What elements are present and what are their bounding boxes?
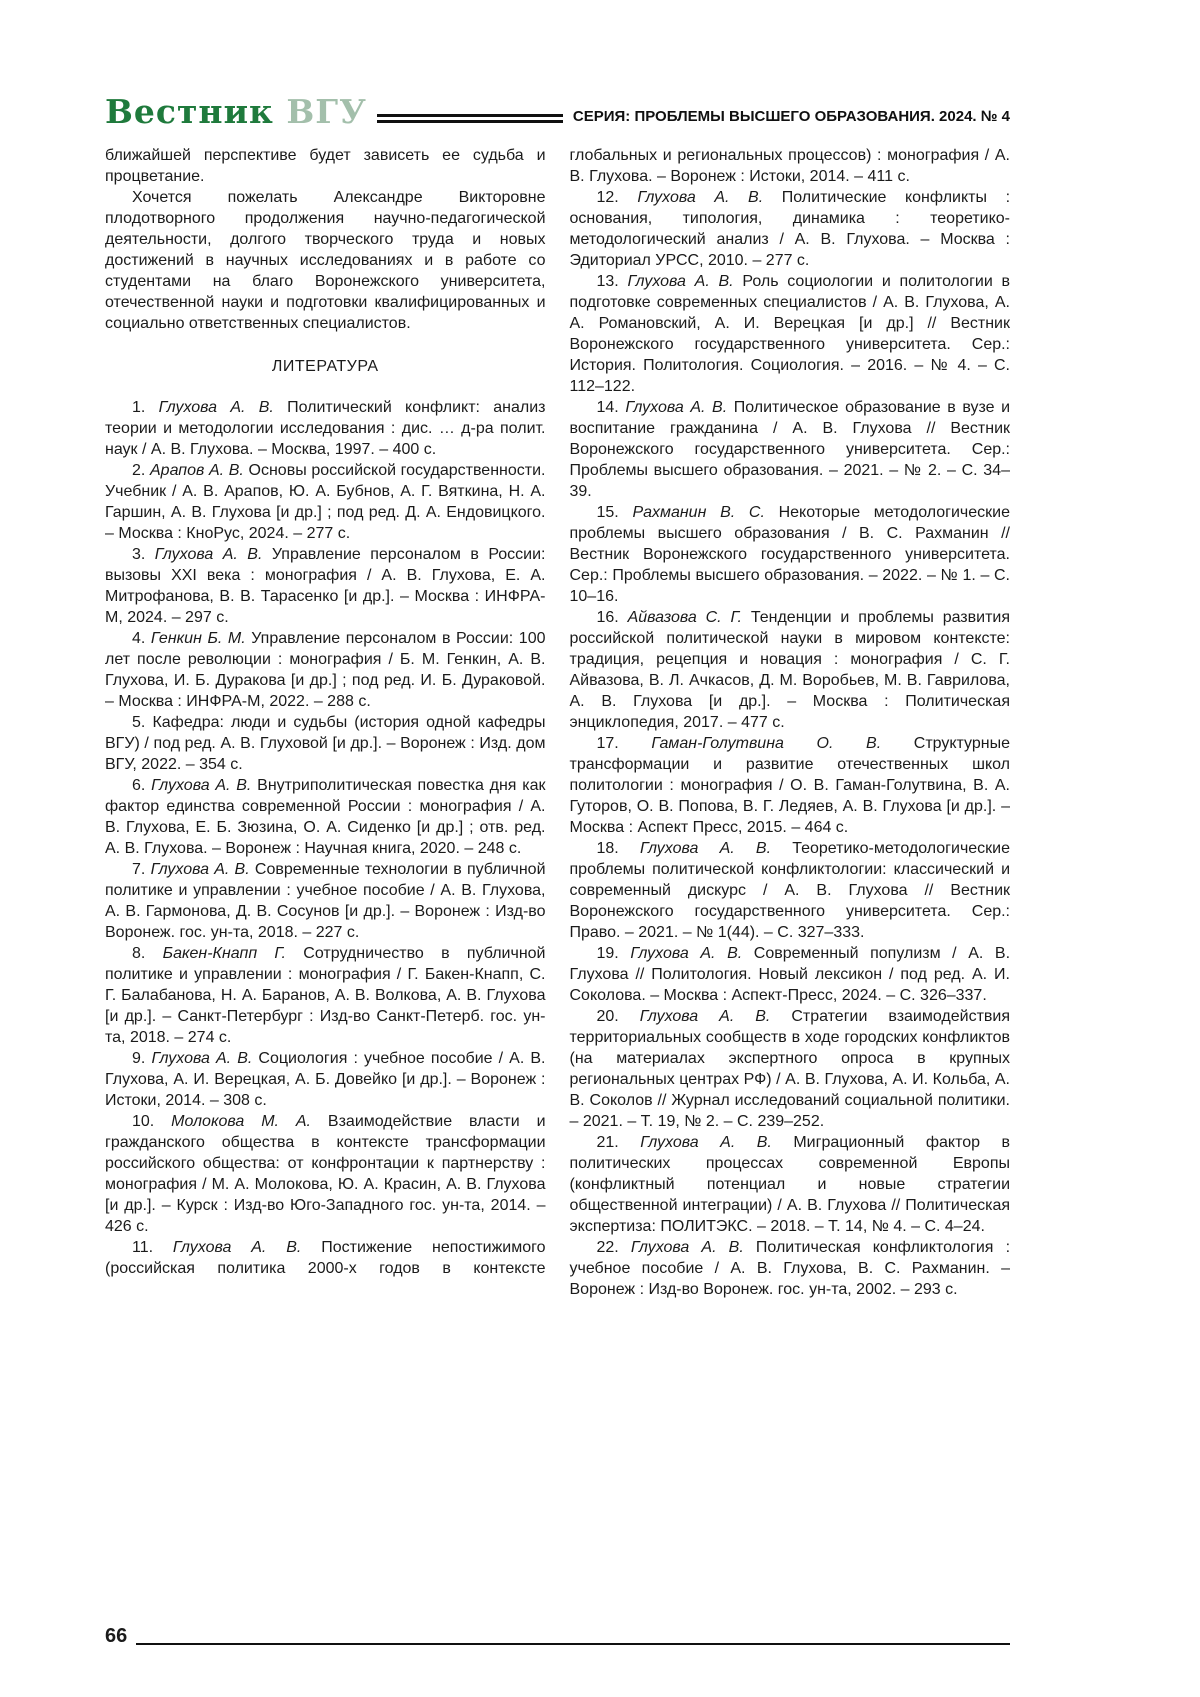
intro-paragraph: ближайшей перспективе будет зависеть ее судьба и процветание.	[105, 147, 546, 185]
reference-author: Глухова А. В.	[640, 1134, 794, 1151]
reference-item	[570, 502, 1011, 607]
reference-number: 15.	[596, 504, 633, 521]
reference-text: Теоретико-методологические проблемы политической конфликтологии: классический и современный дискурс / А. В. Глухова // Вестник Воронежского государственного университета. Сер.: Право. – 2021. – № 1(44). – С. 327–333.	[569, 840, 1011, 941]
reference-number: 3.	[132, 546, 155, 563]
reference-author: Глухова А. В.	[639, 840, 793, 857]
reference-number: 14.	[596, 399, 626, 416]
reference-text: Современный популизм / А. В. Глухова // Политология. Новый лексикон / под ред. А. И. Соколова. – Москва : Аспект-Пресс, 2024. – С. 326–337.	[569, 945, 1011, 1004]
reference-number: 5.	[132, 714, 153, 731]
journal-page	[105, 92, 1011, 1300]
intro-paragraph: Хочется пожелать Александре Викторовне плодотворного продолжения научно-педагогической деятельности, долгого творческого труда и новых достижений в научных исследованиях и в работе со студентами на благо Воронежского университета, отечественной науки и подготовки квалифицированных и социально ответственных специалистов.	[105, 189, 546, 332]
reference-author: Глухова А. В.	[154, 546, 272, 563]
reference-author: Глухова А. В.	[625, 399, 734, 416]
reference-author: Глухова А. В.	[637, 189, 782, 206]
reference-author: Бакен-Кнапп Г.	[162, 945, 304, 962]
reference-number: 21.	[596, 1134, 641, 1151]
reference-number: 18.	[596, 840, 640, 857]
reference-number: 7.	[132, 861, 151, 878]
reference-number: 16.	[596, 609, 628, 626]
reference-item	[105, 397, 546, 460]
reference-text: Кафедра: люди и судьбы (история одной кафедры ВГУ) / под ред. А. В. Глуховой [и др.]. – Воронеж : Изд. дом ВГУ, 2022. – 354 с.	[105, 714, 546, 773]
reference-item	[570, 1006, 1011, 1132]
reference-item	[570, 733, 1011, 838]
reference-number: 20.	[596, 1008, 640, 1025]
literature-heading: ЛИТЕРАТУРА	[271, 358, 379, 375]
page-footer	[105, 1626, 1010, 1646]
reference-text: Тенденции и проблемы развития российской политической науки в мировом контексте: традиция, рецепция и новация : монография / С. Г. Айвазова, В. Л. Ачкасов, Д. М. Воробьев, М. В. Гаврилова, А. В. Глухова [и др.]. – Москва : Политическая энциклопедия, 2017. – 477 с.	[569, 609, 1011, 731]
reference-item	[570, 607, 1011, 733]
reference-author: Генкин Б. М.	[150, 630, 252, 647]
reference-text: Взаимодействие власти и гражданского общества в контексте трансформации российского общества: от конфронтации к партнерству : монография / М. А. Молокова, Ю. А. Красин, А. В. Глухова [и др.]. – Курск : Изд-во Юго-Западного гос. ун-та, 2014. – 426 с.	[105, 1113, 546, 1235]
reference-number: 22.	[596, 1239, 631, 1256]
reference-item	[570, 397, 1011, 502]
reference-item	[105, 859, 546, 943]
reference-number: 8.	[132, 945, 163, 962]
reference-author: Глухова А. В.	[151, 777, 258, 794]
reference-item	[105, 1111, 546, 1237]
journal-header	[105, 92, 1010, 131]
reference-text: Стратегии взаимодействия территориальных сообществ в ходе городских конфликтов (на материалах экспертного опроса в крупных региональных центрах РФ) / А. В. Глухова, А. И. Кольба, А. В. Соколов // Журнал исследований социальной политики. – 2021. – Т. 19, № 2. – С. 239–252.	[569, 1008, 1011, 1130]
content-columns	[105, 145, 1010, 1300]
reference-author: Глухова А. В.	[639, 1008, 792, 1025]
reference-item	[570, 271, 1011, 397]
reference-number: 4.	[132, 630, 151, 647]
reference-text: Управление персоналом в России: 100 лет после революции : монография / Б. М. Генкин, А. В. Глухова, И. Б. Дуракова [и др.] ; под ред. И. Б. Дураковой. – Москва : ИНФРА-М, 2022. – 288 с.	[105, 630, 546, 710]
reference-item	[105, 712, 546, 775]
reference-author: Глухова А. В.	[630, 945, 754, 962]
reference-text: Некоторые методологические проблемы высшего образования / В. С. Рахманин // Вестник Воронежского государственного университета. Сер.: Проблемы высшего образования. – 2022. – № 1. – С. 10–16.	[569, 504, 1010, 605]
reference-number: 6.	[132, 777, 152, 794]
logo-word-vestnik: Вестник	[105, 92, 274, 131]
journal-logo	[105, 92, 367, 131]
reference-item	[570, 187, 1011, 271]
reference-text: Основы российской государственности. Учебник / А. В. Арапов, Ю. А. Бубнов, А. Г. Вяткина, Н. А. Гаршин, А. В. Глухова [и др.] ; под ред. Д. А. Ендовицкого. – Москва : КноРус, 2024. – 277 с.	[105, 462, 546, 542]
reference-number: 19.	[596, 945, 631, 962]
reference-author: Глухова А. В.	[151, 1050, 259, 1067]
reference-text: Постижение непостижимого (российская политика 2000-х годов в контексте глобальных и региональных процессов) : монография / А. В. Глухова. – Воронеж : Истоки, 2014. – 411 с.	[105, 147, 1010, 1277]
reference-author: Глухова А. В.	[630, 1239, 756, 1256]
reference-author: Глухова А. В.	[150, 861, 255, 878]
reference-number: 9.	[132, 1050, 152, 1067]
intro-paragraphs	[105, 145, 546, 334]
reference-text: Структурные трансформации и развитие отечественных школ политологии : монография / О. В. Гаман-Голутвина, В. А. Гуторов, О. В. Попова, В. Г. Ледяев, А. В. Глухова [и др.]. – Москва : Аспект Пресс, 2015. – 464 с.	[569, 735, 1011, 836]
page-number: 66	[105, 1625, 128, 1647]
reference-item	[570, 838, 1011, 943]
reference-number: 1.	[132, 399, 159, 416]
reference-item	[105, 1048, 546, 1111]
reference-item	[570, 1132, 1011, 1237]
reference-item	[105, 460, 546, 544]
reference-author: Арапов А. В.	[150, 462, 249, 479]
reference-text: Современные технологии в публичной политике и управлении : учебное пособие / А. В. Глухова, А. В. Гармонова, Д. В. Сосунов [и др.]. – Воронеж : Изд-во Воронеж. гос. ун-та, 2018. – 227 с.	[105, 861, 546, 941]
reference-item	[105, 544, 546, 628]
reference-author: Глухова А. В.	[172, 1239, 322, 1256]
reference-text: Миграционный фактор в политических процессах современной Европы (конфликтный потенциал и новые стратегии общественной интеграции) / А. В. Глухова // Политическая экспертиза: ПОЛИТЭКС. – 2018. – Т. 14, № 4. – С. 4–24.	[569, 1134, 1010, 1235]
reference-text: Политическая конфликтология : учебное пособие / А. В. Глухова, В. С. Рахманин. – Воронеж : Изд-во Воронеж. гос. ун-та, 2002. – 293 с.	[569, 1239, 1011, 1298]
reference-author: Глухова А. В.	[158, 399, 288, 416]
reference-item	[570, 1237, 1011, 1300]
reference-text: Управление персоналом в России: вызовы XXI века : монография / А. В. Глухова, Е. А. Митрофанова, В. В. Тарасенко [и др.]. – Москва : ИНФРА-М, 2024. – 297 с.	[105, 546, 546, 626]
reference-text: Политический конфликт: анализ теории и методологии исследования : дис. … д-ра полит. наук / А. В. Глухова. – Москва, 1997. – 400 с.	[105, 399, 546, 458]
reference-item	[105, 628, 546, 712]
header-rule	[377, 114, 563, 123]
reference-item	[570, 943, 1011, 1006]
reference-text: Сотрудничество в публичной политике и управлении : монография / Г. Бакен-Кнапп, С. Г. Балабанова, Н. А. Баранов, А. В. Волкова, А. В. Глухова [и др.]. – Санкт-Петербург : Изд-во Санкт-Петерб. гос. ун-та, 2018. – 274 с.	[105, 945, 546, 1046]
reference-text: Роль социологии и политологии в подготовке современных специалистов / А. В. Глухова, А. А. Романовский, А. И. Верецкая [и др.] // Вестник Воронежского государственного университета. Сер.: История. Политология. Социология. – 2016. – № 4. – С. 112–122.	[569, 273, 1011, 395]
reference-text: Внутриполитическая повестка дня как фактор единства современной России : монография / А. В. Глухова, Е. Б. Зюзина, О. А. Сиденко [и др.] ; отв. ред. А. В. Глухова. – Воронеж : Научная книга, 2020. – 248 с.	[105, 777, 546, 857]
reference-author: Айвазова С. Г.	[627, 609, 751, 626]
reference-text: Политическое образование в вузе и воспитание гражданина / А. В. Глухова // Вестник Воронежского государственного университета. Сер.: Проблемы высшего образования. – 2021. – № 2. – С. 34–39.	[569, 399, 1011, 500]
reference-text: Политические конфликты : основания, типология, динамика : теоретико-методологический анализ / А. В. Глухова. – Москва : Эдиториал УРСС, 2010. – 277 с.	[569, 189, 1011, 269]
footer-rule	[136, 1643, 1010, 1645]
reference-item	[105, 943, 546, 1048]
reference-number: 12.	[596, 189, 638, 206]
series-title: СЕРИЯ: ПРОБЛЕМЫ ВЫСШЕГО ОБРАЗОВАНИЯ. 2024. № 4	[572, 108, 1010, 125]
logo-word-vgu: ВГУ	[286, 92, 367, 131]
reference-number: 11.	[132, 1239, 173, 1256]
reference-author: Рахманин В. С.	[632, 504, 779, 521]
reference-number: 2.	[132, 462, 150, 479]
reference-author: Молокова М. А.	[171, 1113, 328, 1130]
reference-number: 17.	[596, 735, 652, 752]
reference-number: 13.	[596, 273, 628, 290]
reference-author: Гаман-Голутвина О. В.	[651, 735, 914, 752]
reference-author: Глухова А. В.	[627, 273, 743, 290]
reference-text: Социология : учебное пособие / А. В. Глухова, А. И. Верецкая, А. Б. Довейко [и др.]. – Воронеж : Истоки, 2014. – 308 с.	[105, 1050, 546, 1109]
reference-item	[105, 775, 546, 859]
reference-number: 10.	[132, 1113, 172, 1130]
